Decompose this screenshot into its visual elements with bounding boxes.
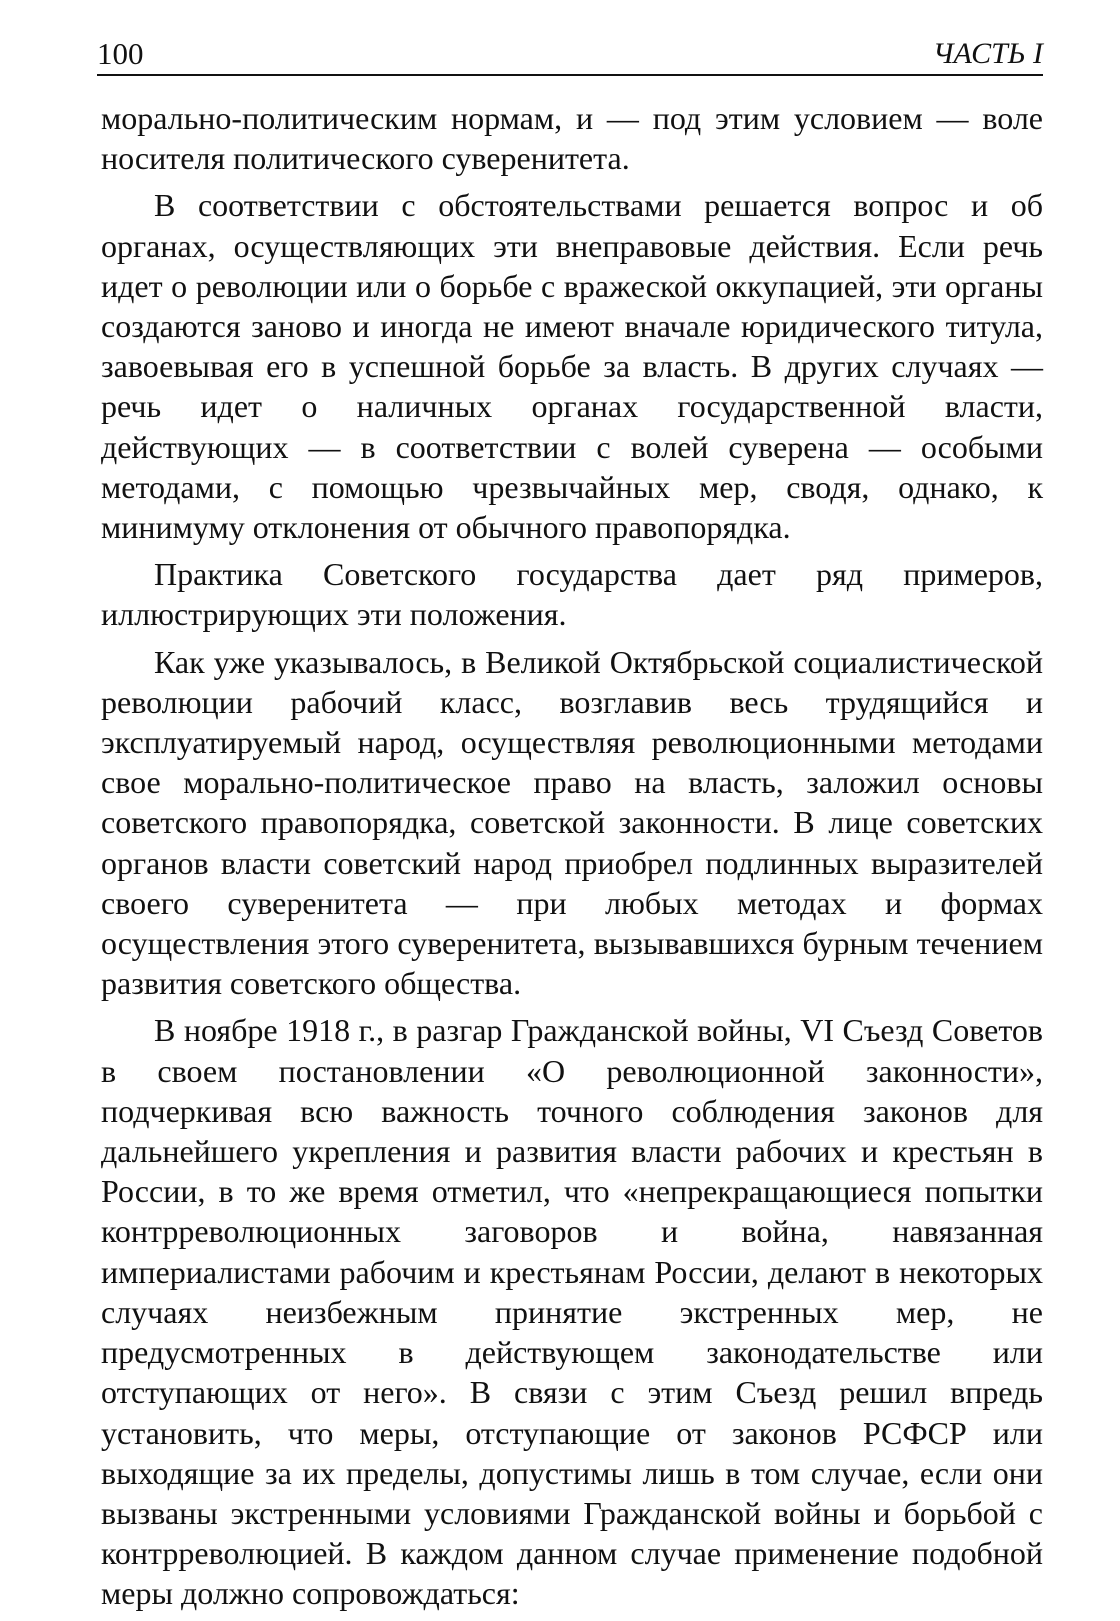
page-number: 100: [97, 36, 144, 71]
running-head: [97, 36, 1043, 76]
body-text: [101, 98, 1043, 1621]
paragraph-sixth-congress: В ноябре 1918 г., в разгар Гражданской войны, VI Съезд Советов в своем постановлении «О революционной законности», подчеркивая всю важность точного соблюдения законов для дальнейшего укрепления и развития власти рабочих и крестьян в России, в то же время отметил, что «непрекращающиеся попытки контрреволюционных заговоров и война, навязанная империалистами рабочим и крестьянам России, делают в некоторых случаях неизбежным принятие экстренных мер, не предусмотренных в действующем законодательстве или отступающих от него». В связи с этим Съезд решил впредь установить, что меры, отступающие от законов РСФСР или выходящие за их пределы, допустимы лишь в том случае, если они вызваны экстренными условиями Гражданской войны и борьбой с контрреволюцией. В каждом данном случае применение подобной меры должно сопровождаться:: [101, 1012, 1043, 1612]
paragraph-october-revolution: Как уже указывалось, в Великой Октябрьской социалистической революции рабочий класс, возглавив весь трудящийся и эксплуатируемый народ, осуществляя революционными методами свое морально-политическое право на власть, заложил основы советского правопорядка, советской законности. В лице советских органов власти советский народ приобрел подлинных выразителей своего суверенитета — при любых методах и формах осуществления этого суверенитета, вызывавшихся бурным течением развития советского общества.: [101, 643, 1043, 1002]
paragraph-organs: В соответствии с обстоятельствами решается вопрос и об органах, осуществляющих эти внеправовые действия. Если речь идет о революции или о борьбе с вражеской оккупацией, эти органы создаются заново и иногда не имеют вначале юридического титула, завоевывая его в успешной борьбе за власть. В других случаях — речь идет о наличных органах государственной власти, действующих — в соответствии с волей суверена — особыми методами, с помощью чрезвычайных мер, сводя, однако, к минимуму отклонения от обычного правопорядка.: [101, 187, 1043, 546]
section-label: ЧАСТЬ I: [932, 37, 1043, 70]
paragraph-continued: морально-политическим нормам, и — под этим условием — воле носителя политического суверенитета.: [101, 100, 1043, 177]
paragraph-practice: Практика Советского государства дает ряд примеров, иллюстрирующих эти положения.: [101, 556, 1043, 633]
